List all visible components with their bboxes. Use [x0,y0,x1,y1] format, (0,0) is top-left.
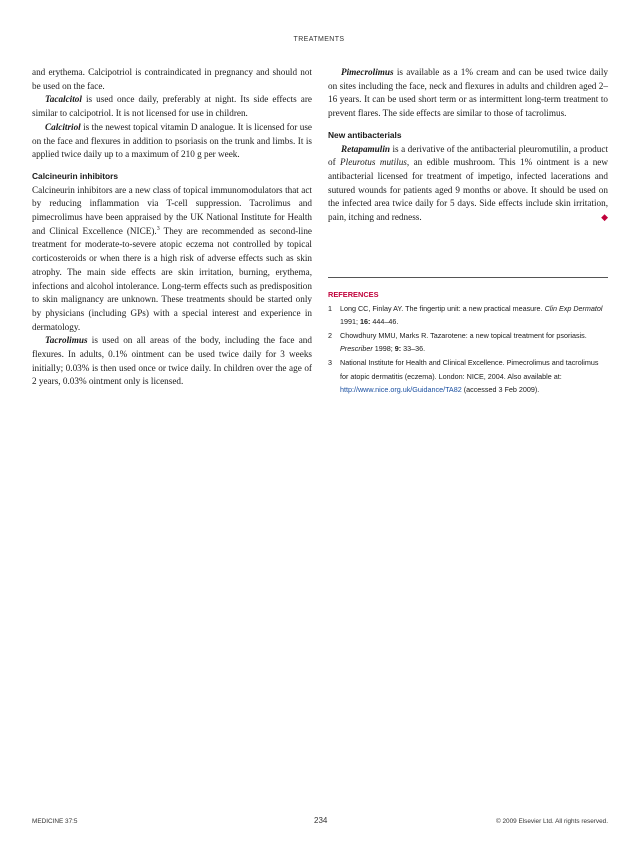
end-of-article-diamond-icon: ◆ [601,212,608,223]
section-heading: New antibacterials [328,129,402,140]
paragraph [328,66,608,121]
reference-text: Chowdhury MMU, Marks R. Tazarotene: a new topical treatment for psoriasis. [340,330,587,340]
paragraph-text: is available as a 1% cream and can be used twice daily on sites including the face, neck and flexures in adults and children aged 2–16 years. It can be used short term or as intermittent long-term treatment to prevent flares. The side effects are similar to those of tacrolimus. [328,67,608,119]
paragraph [32,334,312,389]
reference-text: National Institute for Health and Clinical Excellence. Pimecrolimus and tacrolimus for atopic dermatitis (eczema). London: NICE, 2004. Also available at: [340,357,599,381]
page-number: 234 [314,816,328,825]
species-name: Pleurotus mutilus [340,157,407,168]
reference-text: 1998; [372,344,395,354]
section-heading: Calcineurin inhibitors [32,170,119,181]
drug-term: Retapamulin [341,143,391,154]
paragraph-text: They are recommended as second-line treatment for moderate-to-severe atopic eczema not controlled by topical corticosteroids or when there is a high risk of adverse effects such as skin atrophy. The main side effects are skin irritation, burning, erythema, infections and alcohol intolerance. Long-term effects such as predisposition to skin malignancy are unknown. These treatments should be started only by physicians (including GPs) with a special interest and experience in dermatology. [32,225,313,332]
paragraph-text: is a derivative of the antibacterial pleuromutilin, a product of [328,143,608,168]
paragraph [328,143,608,225]
paragraph [32,93,312,120]
reference-item [328,356,608,397]
reference-text: 1991; [340,317,360,327]
right-column [328,66,608,225]
copyright-notice: © 2009 Elsevier Ltd. All rights reserved. [496,818,608,825]
volume: 16: [359,317,371,327]
reference-text: 444–46. [370,317,399,327]
paragraph-text: Calcineurin inhibitors are a new class of topical immunomodulators that act by reducing inflammation via T-cell suppression. Tacrolimus and pimecrolimus have been appraised by the UK National Institute for Health and Clinical Excellence (NICE). [32,184,312,236]
guidance-link[interactable]: http://www.nice.org.uk/Guidance/TA82 [340,385,462,395]
left-column [32,66,312,389]
paragraph-text: is used on all areas of the body, including the face and flexures. In adults, 0.1% ointment can be used twice daily for 3 weeks initially; 0.03% is then used once or twice daily. In children over the age of 2 years, 0.03% ointment only is licensed. [32,335,312,387]
reference-item [328,329,608,356]
references-title: REFERENCES [328,290,379,299]
paragraph: and erythema. Calcipotriol is contraindicated in pregnancy and should not be used on the face. [32,67,312,91]
journal-issue: MEDICINE 37:5 [32,818,78,825]
drug-term: Tacrolimus [45,335,88,346]
reference-text: (accessed 3 Feb 2009). [461,385,540,395]
paragraph [32,184,312,335]
reference-text: 33–36. [401,344,426,354]
reference-item [328,302,608,329]
journal-name: Clin Exp Dermatol [544,303,603,313]
reference-number: 1 [328,303,332,313]
paragraph-text: is the newest topical vitamin D analogue. It is licensed for use on the face and flexures in addition to psoriasis on the trunk and limbs. It is applied twice daily up to a maximum of 210 g per week. [32,121,312,160]
running-header: TREATMENTS [293,36,345,43]
paragraph-text: , an edible mushroom. This 1% ointment is a new antibacterial licensed for treatment of impetigo, infected lacerations and sutured wounds for patients aged 9 months or above. It should be used on the infected area twice daily for 5 days. Side effects include skin irritation, pain, itching and redness. [328,157,608,223]
reference-number: 3 [328,357,332,367]
reference-text: Long CC, Finlay AY. The fingertip unit: a new practical measure. [340,303,545,313]
paragraph-text: is used once daily, preferably at night. Its side effects are similar to calcipotriol. It is not licensed for use in children. [32,94,312,119]
volume: 9: [394,344,402,354]
journal-name: Prescriber [340,344,373,354]
drug-term: Tacalcitol [45,94,82,105]
reference-number: 2 [328,330,332,340]
citation-marker: 3 [156,225,160,232]
references-divider [328,277,608,278]
drug-term: Calcitriol [45,121,81,132]
paragraph [32,121,312,162]
references-section [328,288,608,397]
drug-term: Pimecrolimus [341,67,394,77]
